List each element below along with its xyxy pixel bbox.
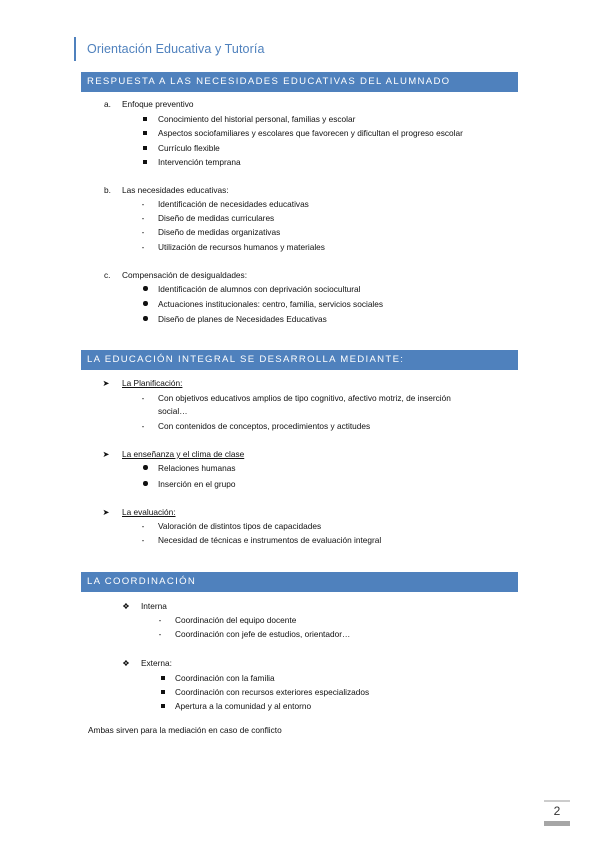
list-item: Utilización de recursos humanos y materiales xyxy=(158,242,325,252)
square-bullet-icon xyxy=(143,160,147,164)
list-item: Currículo flexible xyxy=(158,143,220,153)
round-bullet-icon xyxy=(143,301,148,306)
page-number-box xyxy=(544,800,570,826)
round-bullet-icon xyxy=(143,465,148,470)
arrow-bullet-icon: ➤ xyxy=(102,449,110,459)
arrow-bullet-icon: ➤ xyxy=(102,378,110,388)
list-item: Con contenidos de conceptos, procedimientos y actitudes xyxy=(158,421,371,431)
dash-bullet-icon: - xyxy=(141,199,145,209)
list-item: Coordinación con jefe de estudios, orientador… xyxy=(175,629,351,639)
compensacion-label: Compensación de desigualdades: xyxy=(122,270,248,280)
list-item: Diseño de medidas organizativas xyxy=(158,227,281,237)
section-heading-coordinacion: LA COORDINACIÓN xyxy=(81,572,518,592)
page-number-rule xyxy=(544,800,570,802)
section-heading-necesidades: RESPUESTA A LAS NECESIDADES EDUCATIVAS DEL ALUMNADO xyxy=(81,72,518,92)
dash-bullet-icon: - xyxy=(141,242,145,252)
page-number: 2 xyxy=(553,804,561,818)
ensenanza-label: La enseñanza y el clima de clase xyxy=(122,449,245,459)
externa-label: Externa: xyxy=(141,658,172,668)
square-bullet-icon xyxy=(161,704,165,708)
list-marker-b: b. xyxy=(104,185,111,195)
dash-bullet-icon: - xyxy=(141,535,145,545)
list-item: Diseño de planes de Necesidades Educativas xyxy=(158,314,327,324)
list-item: Necesidad de técnicas e instrumentos de evaluación integral xyxy=(158,535,382,545)
document-header xyxy=(74,37,265,61)
arrow-bullet-icon: ➤ xyxy=(102,507,110,517)
round-bullet-icon xyxy=(143,286,148,291)
round-bullet-icon xyxy=(143,481,148,486)
list-item: Apertura a la comunidad y al entorno xyxy=(175,701,312,711)
list-marker-a: a. xyxy=(104,99,111,109)
list-item: Valoración de distintos tipos de capacidades xyxy=(158,521,322,531)
list-marker-c: c. xyxy=(104,270,111,280)
closing-note: Ambas sirven para la mediación en caso de conflicto xyxy=(88,725,282,735)
square-bullet-icon xyxy=(143,117,147,121)
necesidades-educativas-label: Las necesidades educativas: xyxy=(122,185,229,195)
dash-bullet-icon: - xyxy=(141,213,145,223)
dash-bullet-icon: - xyxy=(158,629,162,639)
section-heading-educacion-integral: LA EDUCACIÓN INTEGRAL SE DESARROLLA MEDIANTE: xyxy=(81,350,518,370)
square-bullet-icon xyxy=(161,676,165,680)
dash-bullet-icon: - xyxy=(158,615,162,625)
square-bullet-icon xyxy=(143,131,147,135)
list-item: Actuaciones institucionales: centro, familia, servicios sociales xyxy=(158,299,384,309)
round-bullet-icon xyxy=(143,316,148,321)
dash-bullet-icon: - xyxy=(141,421,145,431)
list-item: Intervención temprana xyxy=(158,157,241,167)
page-number-bar xyxy=(544,821,570,826)
list-item: Conocimiento del historial personal, familias y escolar xyxy=(158,114,356,124)
list-item-continuation: social… xyxy=(158,406,188,416)
list-item: Aspectos sociofamiliares y escolares que favorecen y dificultan el progreso escolar xyxy=(158,128,463,138)
square-bullet-icon xyxy=(161,690,165,694)
interna-label: Interna xyxy=(141,601,167,611)
list-item: Identificación de alumnos con deprivación sociocultural xyxy=(158,284,361,294)
diamond-bullet-icon: ❖ xyxy=(122,658,130,668)
list-item: Con objetivos educativos amplios de tipo cognitivo, afectivo motriz, de inserción xyxy=(158,393,451,403)
dash-bullet-icon: - xyxy=(141,393,145,403)
list-item: Coordinación del equipo docente xyxy=(175,615,297,625)
list-item: Coordinación con recursos exteriores especializados xyxy=(175,687,370,697)
dash-bullet-icon: - xyxy=(141,227,145,237)
list-item: Relaciones humanas xyxy=(158,463,236,473)
enfoque-preventivo-label: Enfoque preventivo xyxy=(122,99,194,109)
list-item: Coordinación con la familia xyxy=(175,673,275,683)
list-item: Inserción en el grupo xyxy=(158,479,236,489)
list-item: Identificación de necesidades educativas xyxy=(158,199,309,209)
square-bullet-icon xyxy=(143,146,147,150)
list-item: Diseño de medidas curriculares xyxy=(158,213,275,223)
dash-bullet-icon: - xyxy=(141,521,145,531)
evaluacion-label: La evaluación: xyxy=(122,507,176,517)
diamond-bullet-icon: ❖ xyxy=(122,601,130,611)
planificacion-label: La Planificación: xyxy=(122,378,183,388)
header-title: Orientación Educativa y Tutoría xyxy=(87,42,265,56)
